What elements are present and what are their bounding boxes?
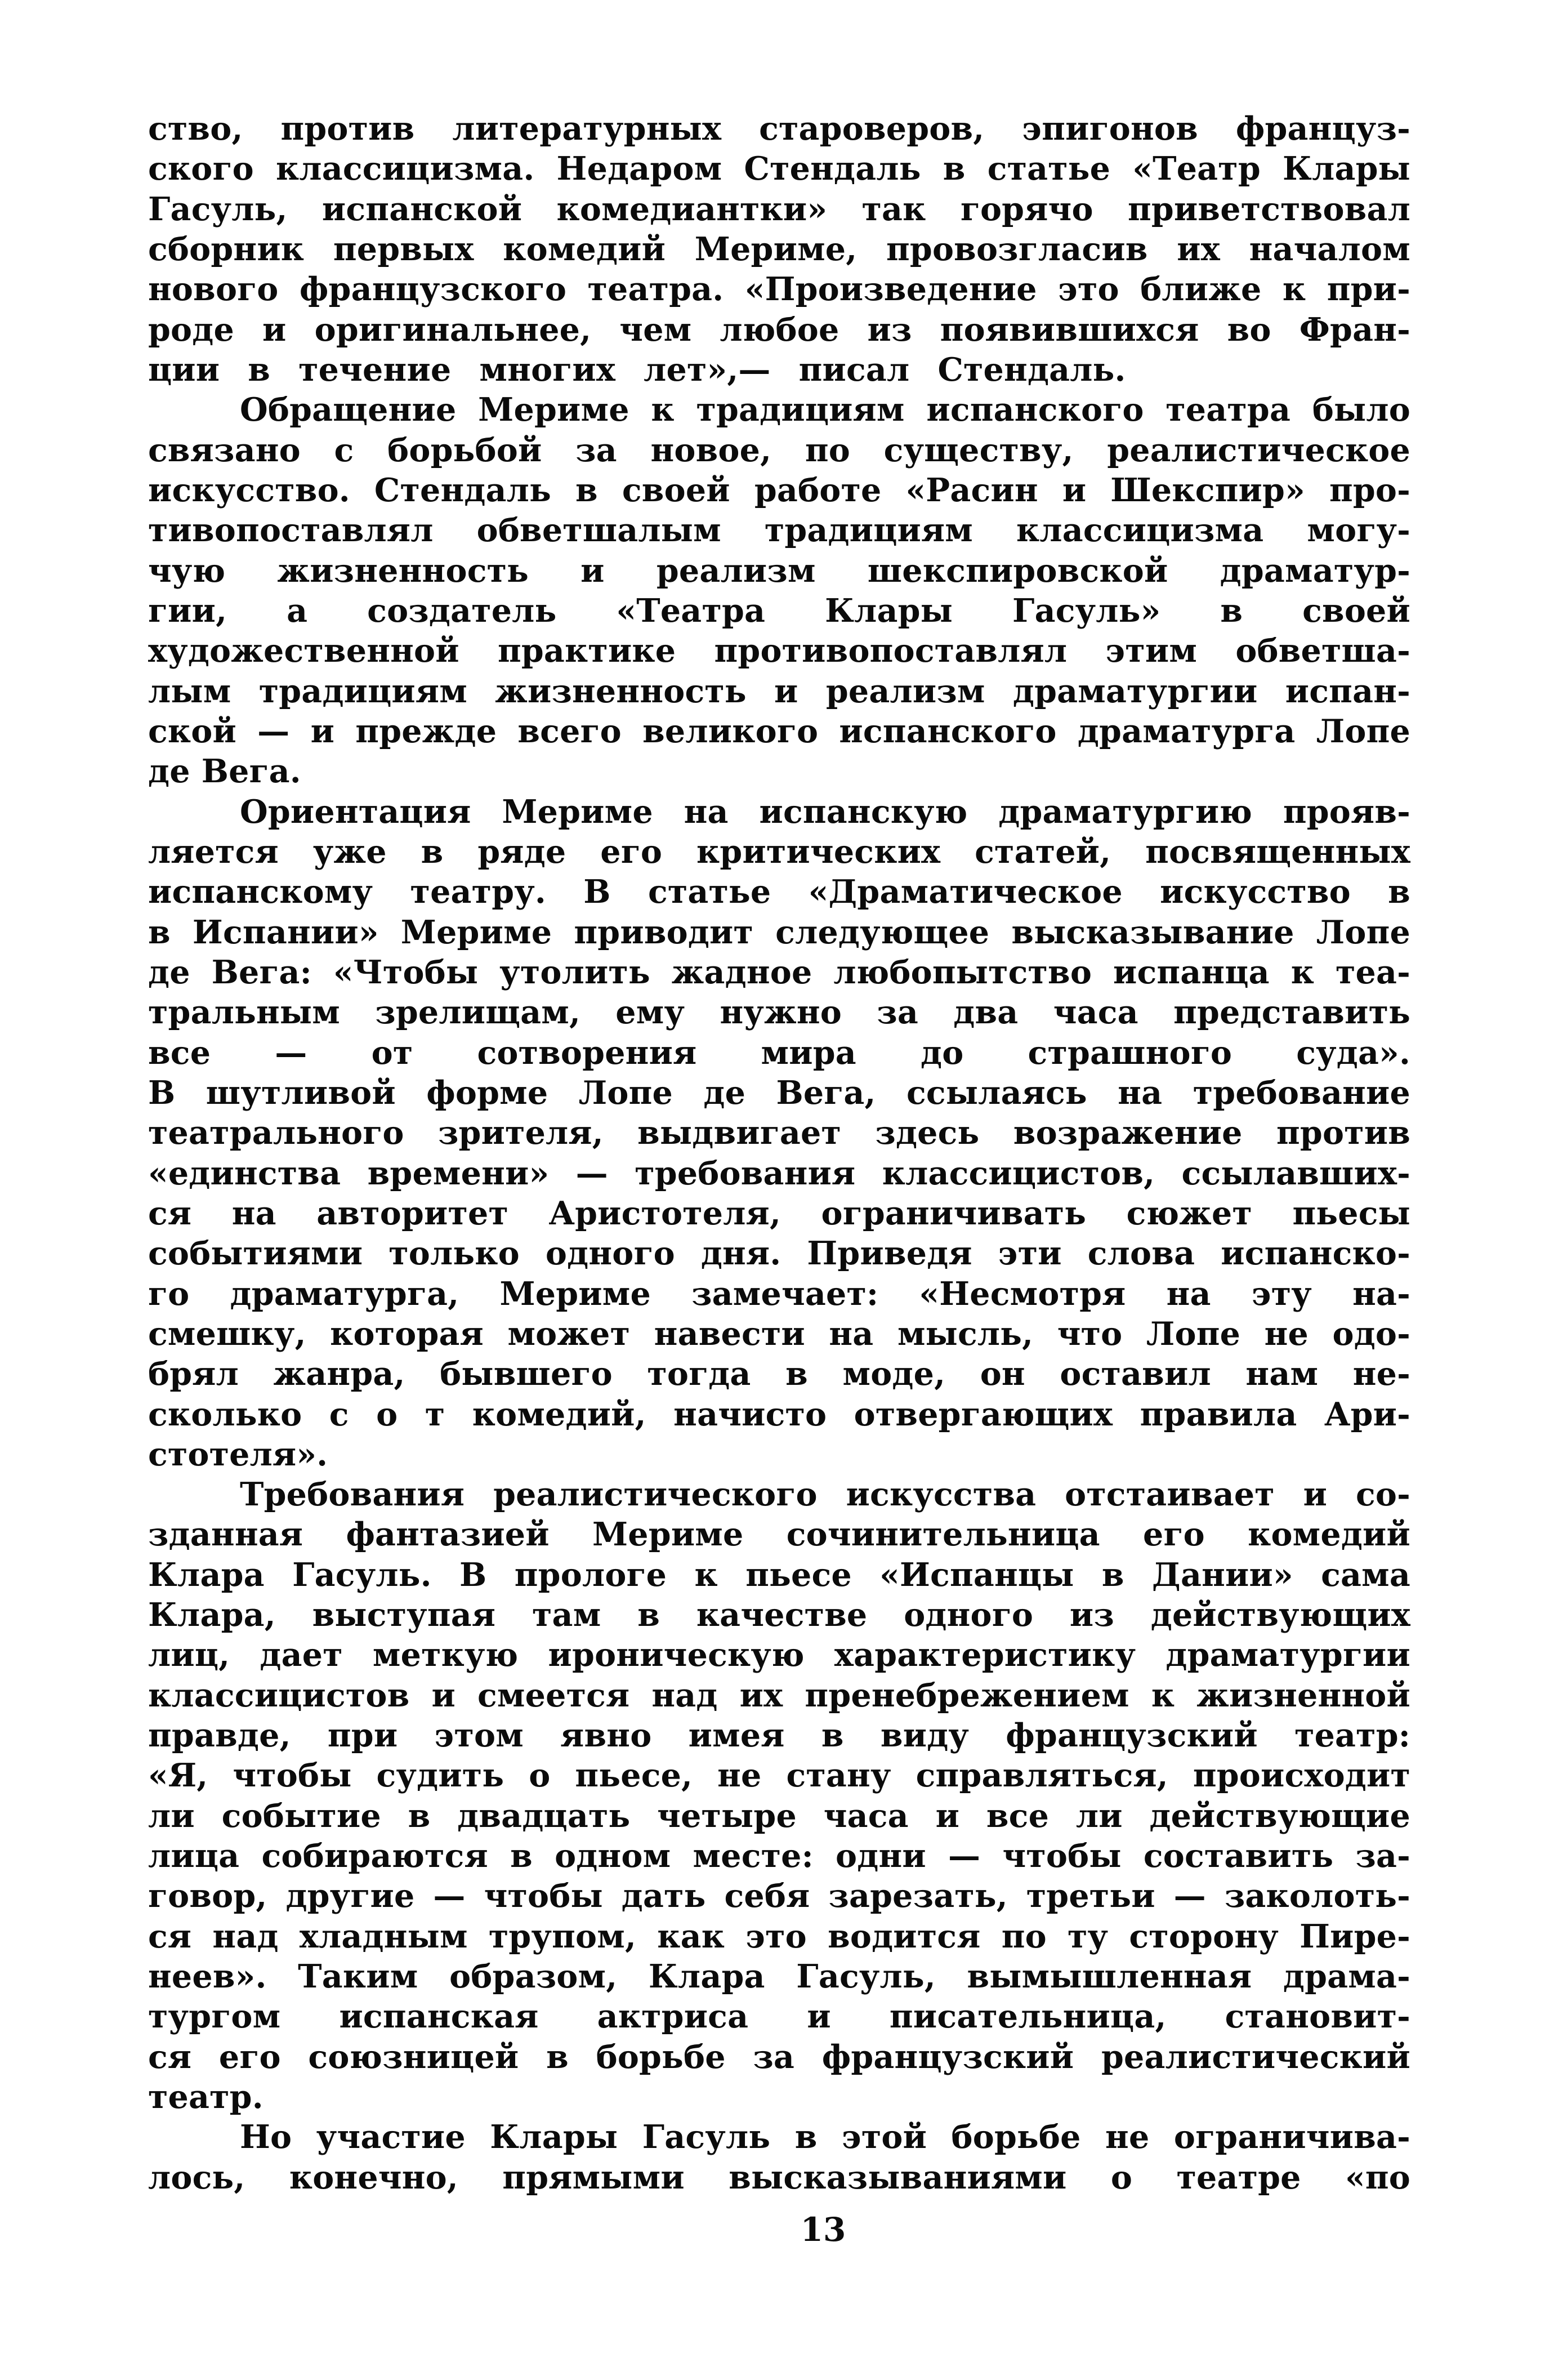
text-line: художественной практике противопоставлял этим обветша- [148, 632, 1410, 670]
text-line: сборник первых комедий Мериме, провозгласив их началом [148, 230, 1410, 268]
text-line: нового французского театра. «Произведение это ближе к при- [148, 270, 1410, 309]
text-line: лица собираются в одном месте: одни — чтобы составить за- [148, 1837, 1410, 1875]
text-line: говор, другие — чтобы дать себя зарезать, третьи — заколоть- [148, 1877, 1410, 1915]
text-line: искусство. Стендаль в своей работе «Расин и Шекспир» про- [148, 471, 1410, 509]
text-line: событиями только одного дня. Приведя эти слова испанско- [148, 1234, 1410, 1273]
text-line: В шутливой форме Лопе де Вега, ссылаясь на требование [148, 1073, 1410, 1112]
text-line: в Испании» Мериме приводит следующее высказывание Лопе [148, 913, 1410, 951]
text-line: Ориентация Мериме на испанскую драматургию прояв- [240, 792, 1410, 831]
text-line: Требования реалистического искусства отстаивает и со- [240, 1476, 1410, 1514]
text-line: сколько с о т комедий, начисто отвергающих правила Ари- [148, 1395, 1410, 1433]
text-line: лось, конечно, прямыми высказываниями о театре «по [148, 2158, 1410, 2196]
text-line: неев». Таким образом, Клара Гасуль, вымышленная драма- [148, 1958, 1410, 1996]
text-line: ся его союзницей в борьбе за французский реалистический [148, 2038, 1410, 2076]
page-number: 13 [800, 2210, 846, 2249]
text-line: гии, а создатель «Театра Клары Гасуль» в своей [148, 591, 1410, 630]
text-line: лым традициям жизненность и реализм драматургии испан- [148, 672, 1410, 710]
text-line: ся на авторитет Аристотеля, ограничивать сюжет пьесы [148, 1194, 1410, 1232]
text-line: правде, при этом явно имея в виду французский театр: [148, 1717, 1410, 1755]
text-line: классицистов и смеется над их пренебрежением к жизненной [148, 1676, 1410, 1714]
text-line: театрального зрителя, выдвигает здесь возражение против [148, 1114, 1410, 1152]
text-line: ли событие в двадцать четыре часа и все ли действующие [148, 1797, 1410, 1835]
text-line: Гасуль, испанской комедиантки» так горячо приветствовал [148, 190, 1410, 228]
text-line: «единства времени» — требования классицистов, ссылавших- [148, 1154, 1410, 1192]
text-line: Клара, выступая там в качестве одного из действующих [148, 1596, 1410, 1634]
text-line: де Вега: «Чтобы утолить жадное любопытство испанца к теа- [148, 953, 1410, 991]
text-line: ство, против литературных староверов, эпигонов француз- [148, 110, 1410, 148]
page-lines [148, 109, 1410, 2198]
text-line: испанскому театру. В статье «Драматическое искусство в [148, 873, 1410, 911]
text-line: стотеля». [148, 1435, 328, 1473]
text-line: роде и оригинальнее, чем любое из появившихся во Фран- [148, 310, 1410, 349]
text-line: тральным зрелищам, ему нужно за два часа представить [148, 993, 1410, 1032]
text-line: ляется уже в ряде его критических статей, посвященных [148, 832, 1410, 871]
text-line: ского классицизма. Недаром Стендаль в статье «Театр Клары [148, 150, 1410, 188]
text-line: ся над хладным трупом, как это водится по ту сторону Пире- [148, 1917, 1410, 1955]
text-line: ции в течение многих лет»,— писал Стендаль. [148, 350, 1126, 389]
text-line: брял жанра, бывшего тогда в моде, он оставил нам не- [148, 1355, 1410, 1393]
text-line: де Вега. [148, 752, 301, 791]
text-line: чую жизненность и реализм шекспировской драматур- [148, 551, 1410, 590]
text-line: смешку, которая может навести на мысль, что Лопе не одо- [148, 1314, 1410, 1353]
text-line: связано с борьбой за новое, по существу, реалистическое [148, 431, 1410, 469]
text-line: ской — и прежде всего великого испанского драматурга Лопе [148, 712, 1410, 750]
text-line: все — от сотворения мира до страшного суда». [148, 1033, 1410, 1072]
text-line: Но участие Клары Гасуль в этой борьбе не ограничива- [240, 2118, 1410, 2156]
text-line: Обращение Мериме к традициям испанского театра было [240, 391, 1410, 429]
text-line: тивопоставлял обветшалым традициям классицизма могу- [148, 511, 1410, 550]
text-line: Клара Гасуль. В прологе к пьесе «Испанцы в Дании» сама [148, 1556, 1410, 1594]
text-line: «Я, чтобы судить о пьесе, не стану справляться, происходит [148, 1757, 1410, 1795]
text-line: зданная фантазией Мериме сочинительница его комедий [148, 1516, 1410, 1554]
page-text-block [148, 109, 1410, 2250]
text-line: театр. [148, 2078, 264, 2116]
text-line: тургом испанская актриса и писательница, становит- [148, 1998, 1410, 2036]
text-line: го драматурга, Мериме замечает: «Несмотря на эту на- [148, 1274, 1410, 1313]
text-line: лиц, дает меткую ироническую характеристику драматургии [148, 1636, 1410, 1674]
